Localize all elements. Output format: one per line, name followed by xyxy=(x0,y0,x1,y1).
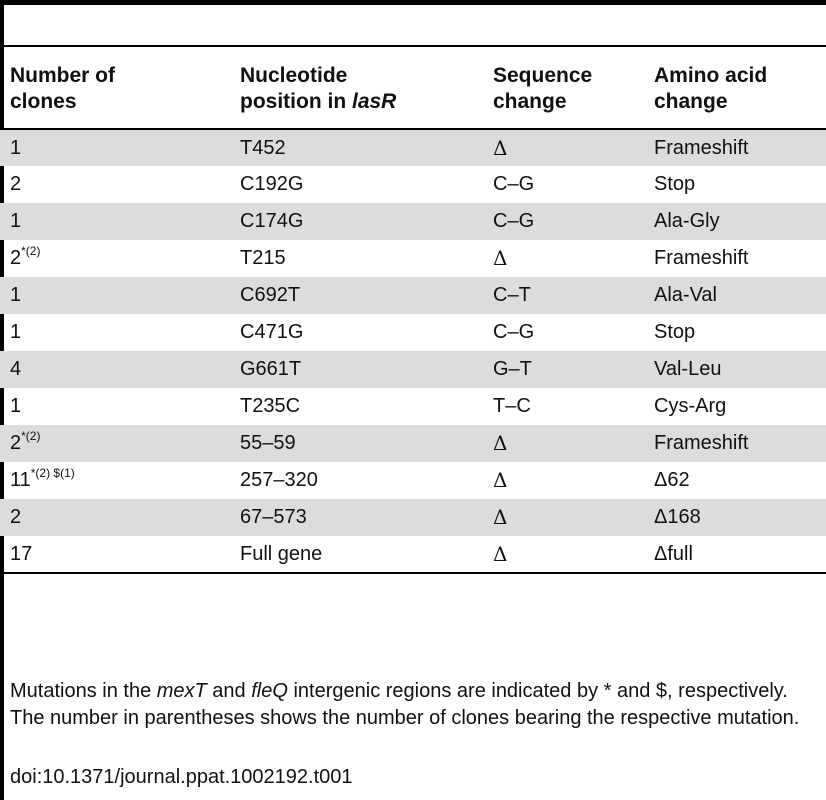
cell-nucleotide-position: T235C xyxy=(240,395,301,417)
header-top-rule xyxy=(0,45,826,47)
table-row xyxy=(0,425,826,462)
cell-amino-acid-change: Frameshift xyxy=(644,425,826,462)
cell-number-of-clones: 1 xyxy=(0,203,230,240)
header-amino-acid-change: Amino acid change xyxy=(654,64,768,113)
cell-nucleotide-position: 257–320 xyxy=(240,469,318,491)
table-row xyxy=(0,351,826,388)
table-row xyxy=(0,240,826,277)
header-sequence-change: Sequence change xyxy=(493,64,593,113)
cell-sequence-change: C–G xyxy=(493,173,535,195)
table-row xyxy=(0,536,826,573)
cell-amino-acid-change: Ala-Val xyxy=(644,277,826,314)
cell-nucleotide-position: G661T xyxy=(230,351,483,388)
cell-amino-acid-change: Δ62 xyxy=(654,469,690,491)
cell-sequence-change: T–C xyxy=(493,395,531,417)
cell-sequence-change: C–G xyxy=(493,321,535,343)
cell-sequence-change: Δ xyxy=(493,246,508,270)
cell-sequence-change: G–T xyxy=(483,351,644,388)
cell-nucleotide-position: C174G xyxy=(230,203,483,240)
header-number-of-clones: Number of clones xyxy=(10,64,115,113)
cell-nucleotide-position: C192G xyxy=(240,173,304,195)
cell-sequence-change: C–G xyxy=(483,203,644,240)
table-row xyxy=(0,166,826,203)
cell-sequence-change: Δ xyxy=(493,541,508,566)
top-border xyxy=(0,0,826,5)
cell-number-of-clones: 2 xyxy=(10,173,22,195)
cell-sequence-change: Δ xyxy=(493,468,508,492)
cell-amino-acid-change: Stop xyxy=(654,173,696,195)
cell-number-of-clones: 1 xyxy=(10,321,22,343)
cell-nucleotide-position: T452 xyxy=(230,129,483,166)
cell-nucleotide-position: T215 xyxy=(240,247,286,269)
header-nucleotide-position: Nucleotide position in lasR xyxy=(240,64,397,113)
cell-amino-acid-change: Δfull xyxy=(654,542,693,565)
cell-sequence-change: Δ xyxy=(483,499,644,536)
table-row xyxy=(0,203,826,240)
cell-sequence-change: Δ xyxy=(483,129,644,166)
cell-number-of-clones: 1 xyxy=(10,395,22,417)
cell-amino-acid-change: Frameshift xyxy=(654,247,749,269)
table-footnote: Mutations in the mexT and fleQ intergenic regions are indicated by * and $, respectively. The number in parentheses shows the number of clones bearing the respective mutation. xyxy=(10,680,800,729)
cell-nucleotide-position: Full gene xyxy=(240,542,323,565)
cell-number-of-clones: 1 xyxy=(0,129,230,166)
table-row xyxy=(0,388,826,425)
cell-amino-acid-change: Stop xyxy=(654,321,696,343)
cell-amino-acid-change: Δ168 xyxy=(644,499,826,536)
clone-note: *(2) xyxy=(21,244,41,258)
cell-number-of-clones: 2 xyxy=(0,499,230,536)
cell-amino-acid-change: Frameshift xyxy=(644,129,826,166)
cell-number-of-clones: 2$^{*(2)}$ xyxy=(10,244,41,269)
cell-amino-acid-change: Cys-Arg xyxy=(654,395,727,417)
cell-number-of-clones: $11^{*(2) \$(1)}$ xyxy=(10,466,75,491)
cell-nucleotide-position: 55–59 xyxy=(230,425,483,462)
table-row xyxy=(0,277,826,314)
cell-number-of-clones: 17 xyxy=(10,542,33,565)
cell-number-of-clones: 2$^{*(2)}$ xyxy=(0,425,230,462)
cell-amino-acid-change: Ala-Gly xyxy=(644,203,826,240)
cell-nucleotide-position: C471G xyxy=(240,321,304,343)
table-header-row xyxy=(0,51,826,129)
cell-number-of-clones: 1 xyxy=(0,277,230,314)
cell-sequence-change: Δ xyxy=(483,425,644,462)
cell-nucleotide-position: 67–573 xyxy=(230,499,483,536)
mutations-table xyxy=(0,51,826,574)
doi-line: doi:10.1371/journal.ppat.1002192.t001 xyxy=(10,766,353,788)
cell-amino-acid-change: Val-Leu xyxy=(644,351,826,388)
clone-note: *(2) xyxy=(21,429,41,443)
table-row xyxy=(0,499,826,536)
table-body xyxy=(0,129,826,573)
table-row xyxy=(0,462,826,499)
cell-nucleotide-position: C692T xyxy=(230,277,483,314)
cell-number-of-clones: 4 xyxy=(0,351,230,388)
table-row xyxy=(0,314,826,351)
clone-note: *(2) $(1) xyxy=(30,466,75,480)
table-row xyxy=(0,129,826,166)
cell-sequence-change: C–T xyxy=(483,277,644,314)
